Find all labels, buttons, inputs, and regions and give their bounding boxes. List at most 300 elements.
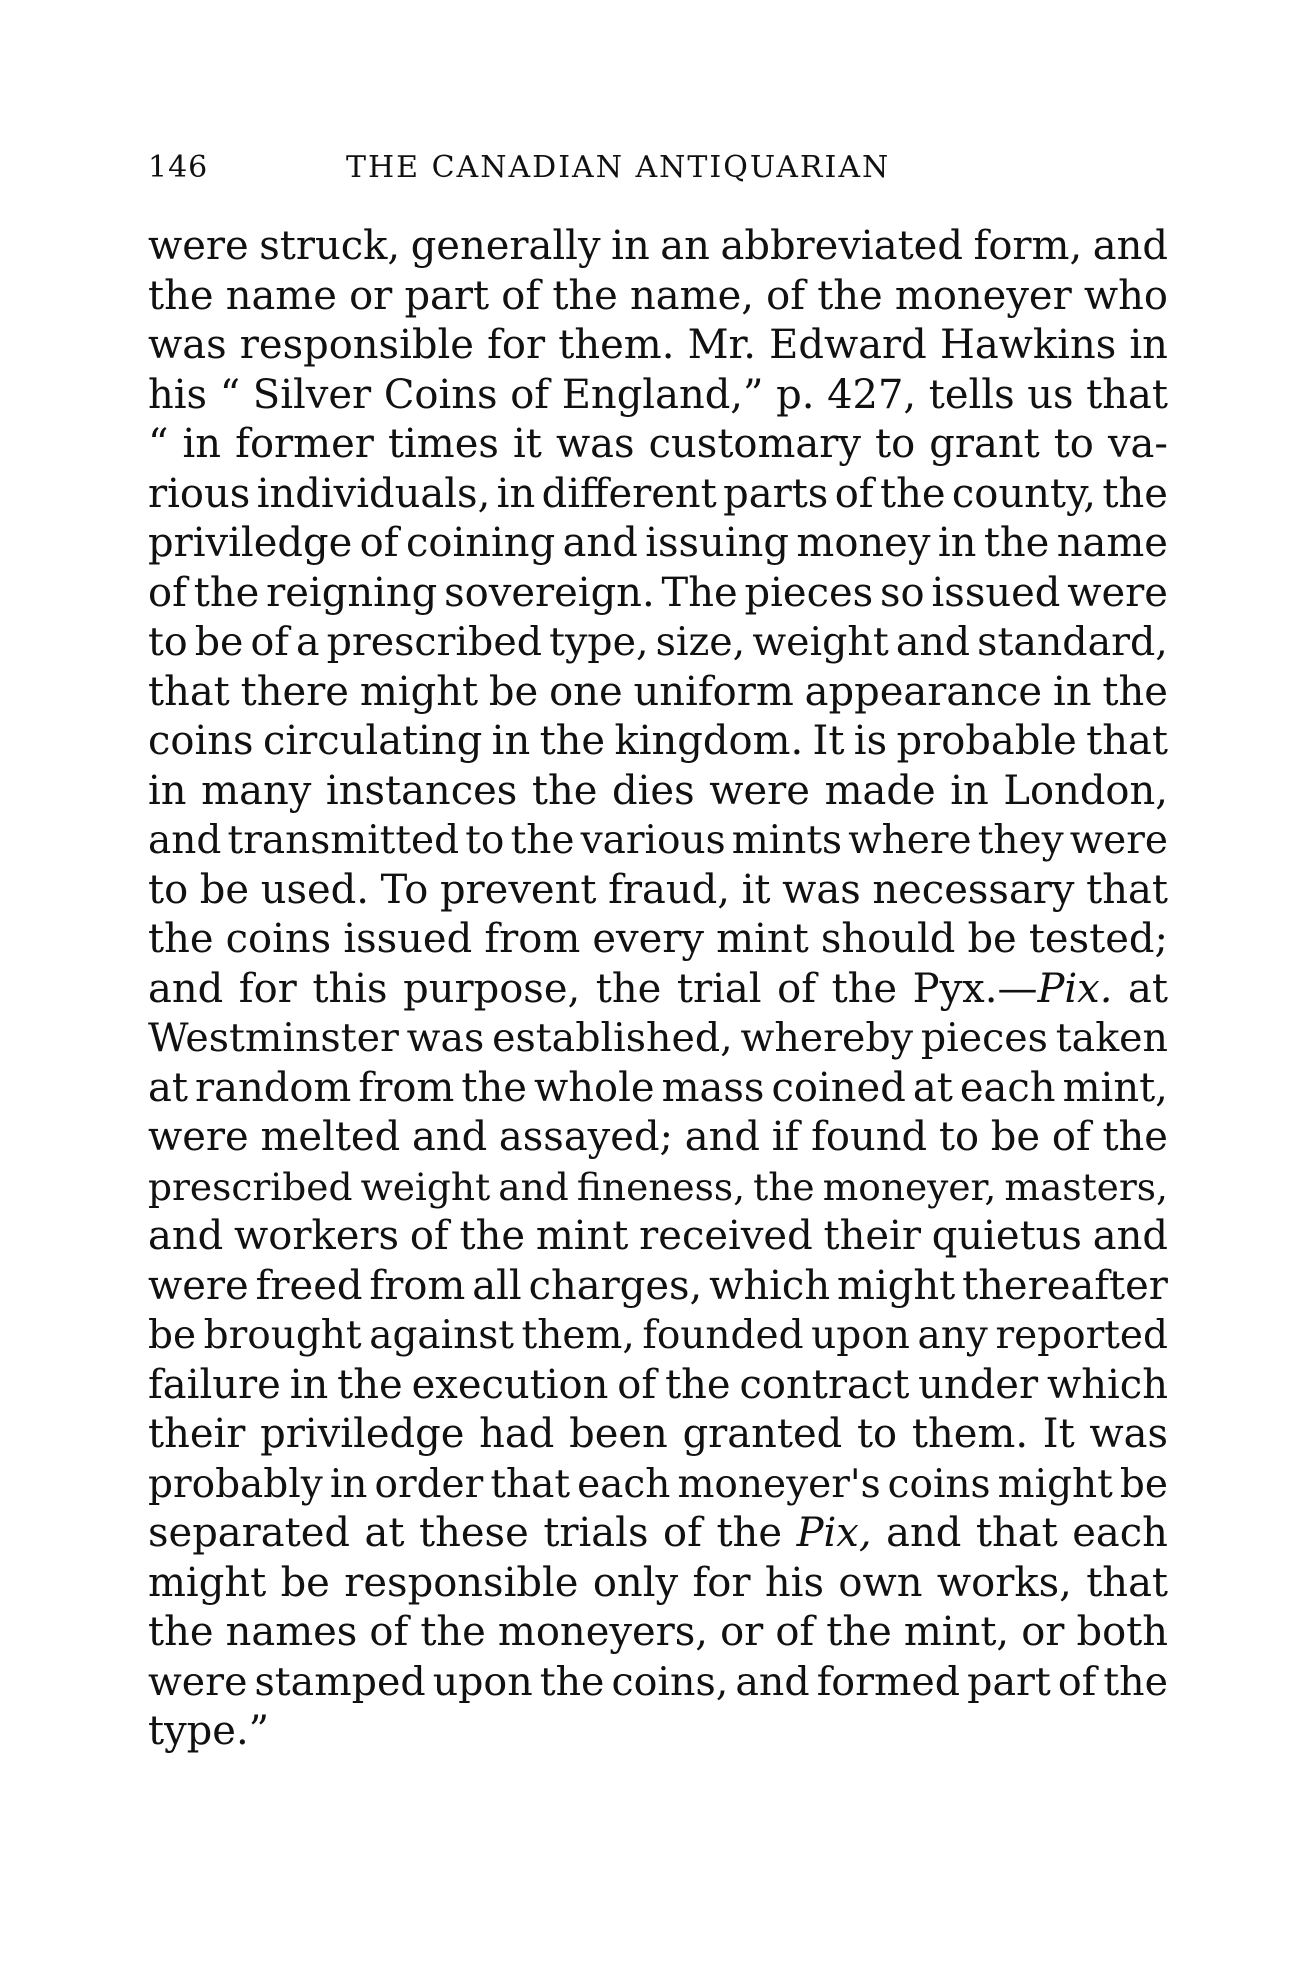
- text-line: [148, 1163, 1168, 1213]
- word: and: [886, 1510, 962, 1556]
- word: of: [510, 371, 550, 418]
- word: the: [337, 1361, 403, 1408]
- word: of: [501, 272, 541, 319]
- word: England,”: [561, 371, 764, 418]
- word: to: [875, 421, 916, 467]
- word: the: [531, 767, 598, 814]
- word: Mr.: [687, 322, 756, 368]
- word: made: [824, 767, 936, 814]
- word: To: [380, 866, 429, 913]
- word: might: [148, 1559, 267, 1606]
- word: the: [983, 520, 1050, 566]
- word: fineness,: [576, 1164, 746, 1209]
- word: mass: [661, 1064, 765, 1111]
- word: masters,: [1004, 1164, 1168, 1209]
- word: be: [194, 619, 244, 665]
- text-line: [148, 1064, 1168, 1114]
- word: contract: [739, 1361, 910, 1408]
- word: granted: [682, 1411, 843, 1457]
- word: any: [917, 1313, 988, 1358]
- word: instances: [325, 767, 518, 814]
- word: each: [1072, 1510, 1168, 1556]
- text-line: [148, 569, 1168, 619]
- text-line: [148, 1559, 1168, 1609]
- word: the: [1103, 1658, 1168, 1705]
- word: be: [199, 866, 250, 913]
- word: separated: [148, 1510, 350, 1556]
- word: appearance: [804, 668, 1043, 715]
- word: from: [484, 916, 581, 962]
- word: formed: [816, 1658, 961, 1705]
- word: of: [617, 1361, 657, 1408]
- word: whereby: [740, 1015, 914, 1061]
- word: the: [148, 916, 214, 962]
- word: for: [692, 1559, 751, 1606]
- word: to: [465, 818, 505, 863]
- text-line: [148, 519, 1168, 569]
- word: tells: [928, 371, 1015, 418]
- word: size,: [655, 619, 746, 665]
- word: generally: [410, 223, 601, 269]
- word: sovereign.: [444, 569, 655, 616]
- word: were: [148, 1658, 248, 1705]
- word: be: [488, 668, 539, 715]
- journal-title: THE CANADIAN ANTIQUARIAN: [346, 150, 891, 185]
- word: kingdom.: [614, 718, 804, 764]
- word: be: [990, 1114, 1041, 1160]
- word: if: [771, 1114, 800, 1160]
- word: name,: [630, 272, 754, 319]
- word: Silver: [252, 371, 372, 418]
- word: random: [194, 1064, 352, 1111]
- word: of: [250, 619, 289, 665]
- word: and: [684, 1114, 760, 1160]
- word: p.: [776, 371, 815, 418]
- word: execution: [411, 1361, 609, 1408]
- text-line: [148, 1410, 1168, 1460]
- word: times: [387, 421, 499, 467]
- word: many: [201, 767, 312, 814]
- word: this: [312, 965, 388, 1012]
- word: that: [975, 1510, 1058, 1556]
- word: names: [225, 1609, 358, 1655]
- text-line: [148, 915, 1168, 965]
- word: grant: [929, 421, 1040, 467]
- word: in: [289, 1361, 329, 1408]
- word: melted: [260, 1114, 401, 1160]
- word: assayed;: [498, 1114, 674, 1160]
- word: to: [1053, 421, 1094, 467]
- word: their: [823, 1213, 921, 1259]
- word: were: [148, 223, 249, 269]
- word: in: [950, 767, 989, 814]
- word: name: [1056, 520, 1168, 566]
- word: uniform: [633, 668, 794, 715]
- word: be: [148, 1313, 197, 1358]
- word: customary: [648, 421, 861, 467]
- word: at: [364, 1510, 405, 1556]
- word: va-: [1107, 421, 1168, 467]
- word: be: [280, 1559, 330, 1606]
- word: Coins: [383, 371, 498, 418]
- word: part: [967, 1658, 1051, 1705]
- word: that: [1086, 866, 1168, 913]
- word: the: [831, 965, 898, 1012]
- text-line: [148, 1509, 1168, 1559]
- word: of: [409, 1213, 449, 1259]
- text-line: [148, 470, 1168, 520]
- word: reigning: [266, 569, 438, 616]
- word: whole: [533, 1064, 655, 1111]
- word: different: [541, 470, 717, 517]
- word: of: [663, 1510, 702, 1556]
- text-line: [148, 816, 1168, 866]
- word: all: [472, 1262, 522, 1309]
- word: to: [148, 866, 189, 913]
- word: pieces: [744, 569, 874, 616]
- word: from: [369, 1262, 466, 1309]
- word: Edward: [769, 322, 927, 368]
- word: under: [918, 1361, 1039, 1408]
- word: prescribed: [326, 619, 543, 665]
- word: the: [1102, 1114, 1168, 1160]
- word: and: [1092, 1213, 1168, 1259]
- word: were: [1067, 569, 1168, 616]
- word: to: [938, 1114, 980, 1160]
- text-line: [148, 1014, 1168, 1064]
- word: rious: [148, 470, 251, 517]
- text-line: [148, 717, 1168, 767]
- word: form,: [973, 223, 1083, 269]
- word: circulating: [262, 718, 483, 764]
- word: might: [837, 1262, 956, 1309]
- word: of: [359, 520, 399, 566]
- word: thereafter: [962, 1262, 1168, 1309]
- word: been: [569, 1411, 668, 1457]
- word: upon: [432, 1658, 533, 1705]
- word: pieces: [920, 1015, 1048, 1061]
- text-line: [148, 222, 1168, 272]
- word: probable: [896, 718, 1077, 764]
- text-line: [148, 618, 1168, 668]
- text-line: [148, 272, 1168, 322]
- word: weight: [752, 619, 889, 665]
- word: the: [193, 569, 260, 616]
- word: the: [665, 1361, 731, 1408]
- word: struck,: [259, 223, 401, 269]
- word: Hawkins: [939, 322, 1117, 368]
- word: might: [359, 668, 479, 715]
- word: them,: [521, 1313, 635, 1358]
- word: they: [977, 818, 1064, 863]
- word: of: [148, 569, 187, 616]
- word: coins: [887, 1461, 991, 1507]
- word: money: [796, 520, 931, 566]
- word: of: [1057, 1658, 1097, 1705]
- word: in: [937, 520, 977, 566]
- word: stamped: [254, 1658, 426, 1705]
- word: in: [491, 718, 531, 764]
- word: abbreviated: [720, 223, 963, 269]
- word: us: [1027, 371, 1074, 418]
- word: fraud,: [608, 866, 730, 913]
- word: one: [549, 668, 623, 715]
- word: issued: [343, 916, 473, 962]
- word: in: [1052, 668, 1092, 715]
- word: the: [539, 718, 606, 764]
- word: only: [592, 1559, 679, 1606]
- word: coined: [771, 1064, 906, 1111]
- word: mint,: [1062, 1064, 1168, 1111]
- word: and: [148, 965, 224, 1012]
- word: to: [148, 619, 188, 665]
- word: was: [148, 322, 227, 368]
- word: quietus: [931, 1213, 1082, 1259]
- word: the: [148, 1609, 214, 1655]
- text-line: [148, 767, 1168, 817]
- word: every: [592, 916, 705, 962]
- word: individuals,: [256, 470, 491, 517]
- word: an: [660, 223, 710, 269]
- word: mint,: [903, 1609, 1010, 1655]
- word: in: [1129, 322, 1168, 368]
- word: coins: [225, 916, 332, 962]
- word: coins,: [611, 1658, 729, 1705]
- word: at: [148, 1064, 188, 1111]
- word: of: [777, 965, 816, 1012]
- word: coins: [148, 718, 254, 764]
- word: a: [295, 619, 320, 665]
- word: type,: [549, 619, 649, 665]
- word: purpose,: [403, 965, 581, 1012]
- text-line: [148, 1311, 1168, 1361]
- word: founded: [642, 1313, 804, 1358]
- word: at: [1128, 965, 1168, 1012]
- word: each: [577, 1461, 671, 1507]
- word: probably: [148, 1461, 323, 1507]
- word: parts: [723, 470, 829, 517]
- word: in: [148, 767, 187, 814]
- word: were: [148, 1262, 249, 1309]
- word: to: [856, 1411, 898, 1457]
- word: works,: [936, 1559, 1072, 1606]
- text-line: [148, 965, 1168, 1015]
- word: that: [1086, 718, 1168, 764]
- word: received: [639, 1213, 813, 1259]
- word: Pyx.—Pix.: [912, 965, 1113, 1012]
- word: the: [148, 272, 214, 319]
- word: trial: [676, 965, 762, 1012]
- word: and: [1092, 223, 1168, 269]
- text-line: [148, 420, 1168, 470]
- page-number: 146: [148, 150, 209, 185]
- text-line: [148, 1361, 1168, 1411]
- word: that: [1086, 371, 1168, 418]
- word: the: [826, 1609, 892, 1655]
- text-line: [148, 1658, 1168, 1708]
- word: was: [782, 866, 861, 913]
- word: the: [510, 818, 575, 863]
- word: It: [812, 718, 845, 764]
- text-line: [148, 321, 1168, 371]
- word: and: [562, 520, 638, 566]
- text-line: [148, 866, 1168, 916]
- word: of: [1051, 1114, 1091, 1160]
- word: that: [148, 668, 230, 715]
- word: transmitted: [227, 818, 460, 863]
- word: workers: [234, 1213, 400, 1259]
- word: the: [539, 1658, 605, 1705]
- word: so: [880, 569, 925, 616]
- word: trials: [543, 1510, 649, 1556]
- word: type.”: [148, 1708, 270, 1754]
- text-line: [148, 1212, 1168, 1262]
- word: and: [411, 1114, 488, 1160]
- word: “: [219, 371, 241, 418]
- word: be: [967, 916, 1017, 962]
- word: should: [820, 916, 956, 962]
- word: or: [349, 272, 393, 319]
- word: and: [498, 1164, 569, 1209]
- word: priviledge: [148, 520, 353, 566]
- word: own: [838, 1559, 923, 1606]
- word: priviledge: [260, 1411, 465, 1457]
- word: The: [661, 569, 738, 616]
- word: there: [240, 668, 349, 715]
- word: moneyer's: [677, 1461, 881, 1507]
- word: necessary: [872, 866, 1075, 913]
- word: tested;: [1028, 916, 1168, 962]
- word: was: [555, 421, 635, 467]
- word: the: [1102, 470, 1168, 517]
- word: standard,: [977, 619, 1168, 665]
- word: both: [1076, 1609, 1168, 1655]
- word: was: [406, 1015, 485, 1061]
- word: responsible: [344, 1559, 579, 1606]
- word: and: [895, 619, 971, 665]
- word: of: [834, 470, 874, 517]
- word: in: [496, 470, 536, 517]
- word: issued: [931, 569, 1061, 616]
- word: might: [997, 1461, 1113, 1507]
- word: taken: [1055, 1015, 1168, 1061]
- word: upon: [811, 1313, 910, 1358]
- word: weight: [360, 1164, 491, 1209]
- word: Westminster: [148, 1015, 399, 1061]
- word: the: [552, 272, 618, 319]
- word: were: [709, 767, 810, 814]
- word: had: [479, 1411, 555, 1457]
- text-line: [148, 1262, 1168, 1312]
- word: of: [775, 1609, 815, 1655]
- word: the: [1102, 668, 1168, 715]
- word: were: [1069, 818, 1168, 863]
- word: which: [709, 1262, 831, 1309]
- word: from: [358, 1064, 455, 1111]
- word: of: [766, 272, 806, 319]
- word: and: [148, 1213, 224, 1259]
- text-line: [148, 1608, 1168, 1658]
- word: part: [404, 272, 490, 319]
- word: Pix,: [796, 1510, 872, 1556]
- word: and: [148, 818, 222, 863]
- word: which: [1047, 1361, 1168, 1408]
- word: that: [1086, 1559, 1168, 1606]
- word: the: [753, 1164, 815, 1209]
- word: county,: [951, 470, 1096, 517]
- word: used.: [260, 866, 369, 913]
- word: and: [735, 1658, 810, 1705]
- text-line: [148, 1113, 1168, 1163]
- word: name: [225, 272, 337, 319]
- word: was: [1089, 1411, 1168, 1457]
- text-line: [148, 371, 1168, 421]
- word: or: [720, 1609, 764, 1655]
- word: the: [880, 470, 946, 517]
- word: in: [182, 421, 222, 467]
- word: is: [853, 718, 888, 764]
- word: who: [1083, 272, 1168, 319]
- word: it: [513, 421, 542, 467]
- word: responsible: [239, 322, 474, 368]
- word: each: [959, 1064, 1056, 1111]
- word: that: [490, 1461, 571, 1507]
- word: freed: [255, 1262, 363, 1309]
- word: mint: [535, 1213, 629, 1259]
- word: for: [238, 965, 297, 1012]
- word: the: [459, 1213, 526, 1259]
- word: mints: [731, 818, 843, 863]
- word: order: [374, 1461, 484, 1507]
- word: found: [811, 1114, 928, 1160]
- word: moneyer,: [822, 1164, 997, 1209]
- word: the: [595, 965, 662, 1012]
- word: against: [369, 1313, 514, 1358]
- word: them.: [558, 322, 675, 368]
- word: reported: [995, 1313, 1168, 1358]
- word: prevent: [439, 866, 597, 913]
- word: charges,: [528, 1262, 703, 1309]
- word: failure: [148, 1361, 281, 1408]
- body-text: [148, 222, 1168, 1757]
- word: the: [716, 1510, 782, 1556]
- word: at: [912, 1064, 953, 1111]
- word: in: [611, 223, 650, 269]
- word: “: [148, 421, 169, 467]
- word: his: [148, 371, 208, 418]
- word: prescribed: [148, 1164, 353, 1209]
- word: former: [235, 421, 374, 467]
- word: these: [419, 1510, 529, 1556]
- word: brought: [203, 1313, 362, 1358]
- word: for: [487, 322, 546, 368]
- word: It: [1042, 1411, 1075, 1457]
- word: moneyers,: [497, 1609, 708, 1655]
- text-line: [148, 668, 1168, 718]
- word: were: [148, 1114, 249, 1160]
- text-line: [148, 1707, 1168, 1757]
- word: where: [848, 818, 972, 863]
- word: or: [1021, 1609, 1065, 1655]
- word: issuing: [645, 520, 789, 566]
- word: the: [817, 272, 883, 319]
- word: the: [461, 1064, 527, 1111]
- word: moneyer: [894, 272, 1072, 319]
- running-head: [148, 150, 1168, 194]
- word: be: [1119, 1461, 1168, 1507]
- word: coining: [405, 520, 556, 566]
- word: various: [580, 818, 726, 863]
